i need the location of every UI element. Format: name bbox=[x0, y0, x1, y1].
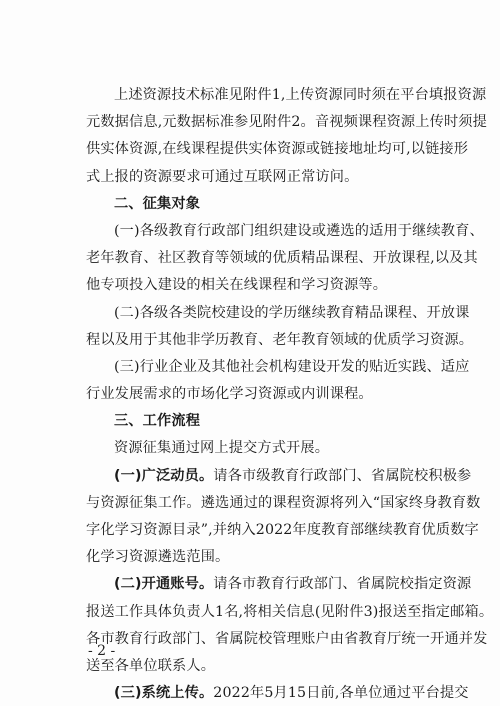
paragraph-line: 各市教育行政部门、省属院校管理账户由省教育厅统一开通并发 bbox=[86, 630, 488, 647]
paragraph bbox=[86, 218, 484, 300]
paragraph-line-text: 请各市级教育行政部门、省属院校积极参 bbox=[213, 467, 472, 484]
paragraph-line-text: 2022年5月15日前,各单位通过平台提交 bbox=[213, 685, 469, 702]
paragraph bbox=[86, 571, 494, 680]
paragraph-line bbox=[86, 571, 472, 598]
paragraph-line: 式上报的资源要求可通过互联网正常访问。 bbox=[86, 168, 359, 185]
paragraph-line: 送至各单位联系人。 bbox=[86, 657, 216, 674]
paragraph-line: (三)行业企业及其他社会机构建设开发的贴近实践、适应 bbox=[114, 358, 470, 375]
paragraph-line: 字化学习资源目录”,并纳入2022年度教育部继续教育优质数字 bbox=[86, 522, 479, 538]
paragraph bbox=[86, 435, 446, 462]
paragraph-line: 元数据信息,元数据标准参见附件2。音视频课程资源上传时须提 bbox=[86, 114, 487, 131]
paragraph-line: 供实体资源,在线课程提供实体资源或链接地址均可,以链接形 bbox=[86, 141, 469, 158]
paragraph-line: 与资源征集工作。遴选通过的课程资源将列入“国家终身教育数 bbox=[86, 494, 481, 511]
paragraph-line: 化学习资源遴选范围。 bbox=[86, 549, 230, 566]
section-heading bbox=[86, 408, 446, 435]
paragraph-line: 资源征集通过网上提交方式开展。 bbox=[114, 440, 330, 457]
page-number: - 2 - bbox=[88, 643, 116, 659]
subsection-lead: (一)广泛动员。 bbox=[114, 467, 214, 484]
section-heading-text: 三、工作流程 bbox=[114, 413, 201, 430]
subsection-lead: (三)系统上传。 bbox=[114, 685, 214, 702]
paragraph-line: 老年教育、社区教育等领域的优质精品课程、开放课程,以及其 bbox=[86, 250, 478, 267]
paragraph bbox=[86, 354, 470, 408]
paragraph-line-text: 请各市教育行政部门、省属院校指定资源 bbox=[213, 576, 472, 593]
paragraph-line bbox=[86, 463, 472, 490]
paragraph-line bbox=[86, 680, 469, 707]
subsection-lead: (二)开通账号。 bbox=[114, 576, 214, 593]
section-heading-text: 二、征集对象 bbox=[114, 195, 201, 212]
paragraph-line: (一)各级教育行政部门组织建设或遴选的适用于继续教育、 bbox=[114, 222, 484, 239]
paragraph-line: 行业发展需求的市场化学习资源或内训课程。 bbox=[86, 386, 373, 403]
paragraph bbox=[86, 680, 469, 707]
paragraph bbox=[86, 82, 487, 191]
section-heading bbox=[86, 191, 446, 218]
paragraph-line: 程以及用于其他非学历教育、老年教育领域的优质学习资源。 bbox=[86, 331, 474, 348]
paragraph-line: 上述资源技术标准见附件1,上传资源同时须在平台填报资源 bbox=[114, 87, 487, 103]
paragraph-line: (二)各级各类院校建设的学历继续教育精品课程、开放课 bbox=[114, 304, 470, 321]
document-body bbox=[86, 82, 494, 707]
paragraph-line: 他专项投入建设的相关在线课程和学习资源等。 bbox=[86, 277, 388, 294]
paragraph bbox=[86, 463, 481, 572]
paragraph-line: 报送工作具体负责人1名,将相关信息(见附件3)报送至指定邮箱。 bbox=[86, 603, 494, 620]
paragraph bbox=[86, 300, 474, 354]
